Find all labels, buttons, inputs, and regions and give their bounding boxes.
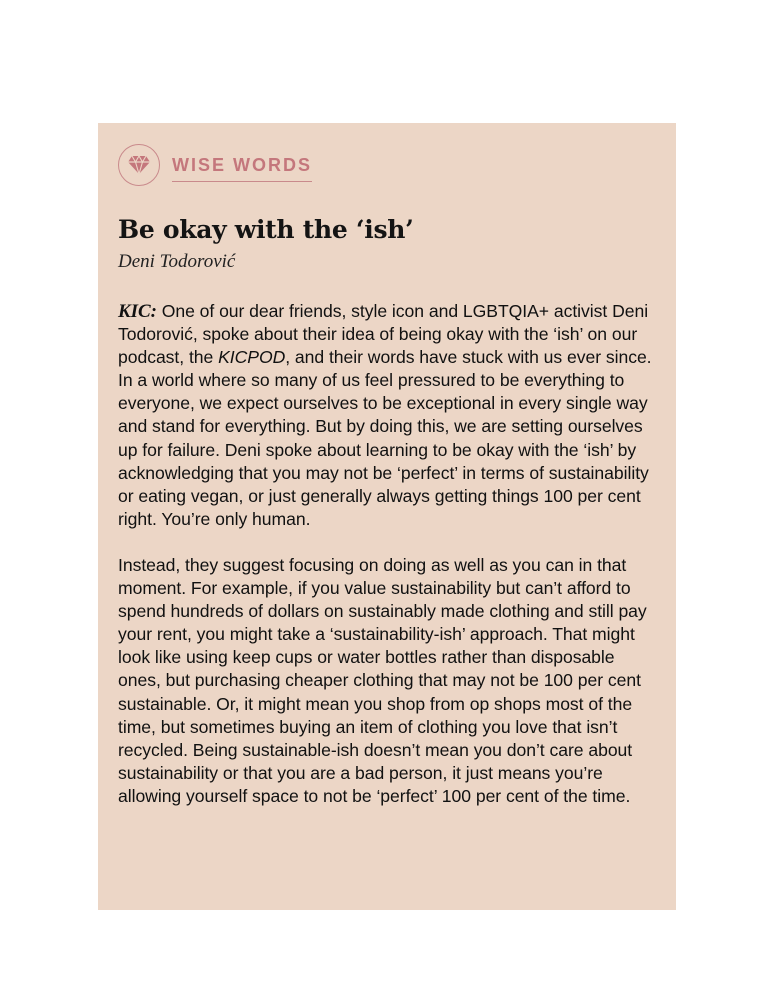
podcast-name: KICPOD	[218, 347, 286, 368]
diamond-icon	[127, 155, 151, 175]
diamond-badge	[118, 144, 160, 186]
article-paragraph-2: Instead, they suggest focusing on doing as well as you can in that moment. For example, if you value sustainability but can’t afford to spend hundreds of dollars on sustainably made clothing and still pay your rent, you might take a ‘sustainability-ish’ approach. That might look like using keep cups or water bottles rather than disposable ones, but purchasing cheaper clothing that may not be 100 per cent sustainable. Or, it might mean you shop from op shops most of the time, but sometimes buying an item of clothing you love that isn’t recycled. Being sustainable-ish doesn’t mean you don’t care about sustainability or that you are a bad person, it just means you’re allowing yourself space to not be ‘perfect’ 100 per cent of the time.	[118, 554, 647, 806]
wise-words-card	[98, 123, 676, 910]
section-label: WISE WORDS	[172, 154, 312, 182]
article-paragraph-1	[118, 300, 652, 531]
paragraph-1-text-a: One of our dear friends, style icon and LGBTQIA+ activist Deni Todorović, spoke about their idea of being okay with the ‘ish’ on our podcast, the	[118, 301, 649, 368]
article-title: Be okay with the ‘ish’	[118, 215, 414, 244]
lead-in: KIC:	[118, 301, 157, 322]
article-author: Deni Todorović	[118, 251, 236, 272]
paragraph-1-text-b: , and their words have stuck with us ever since. In a world where so many of us feel pressured to be everything to everyone, we expect ourselves to be exceptional in every single way and stand for everything. But by doing this, we are setting ourselves up for failure. Deni spoke about learning to be okay with the ‘ish’ by acknowledging that you may not be ‘perfect’ in terms of sustainability or eating vegan, or just generally always getting things 100 per cent right. You’re only human.	[118, 347, 652, 529]
section-header	[118, 143, 652, 187]
